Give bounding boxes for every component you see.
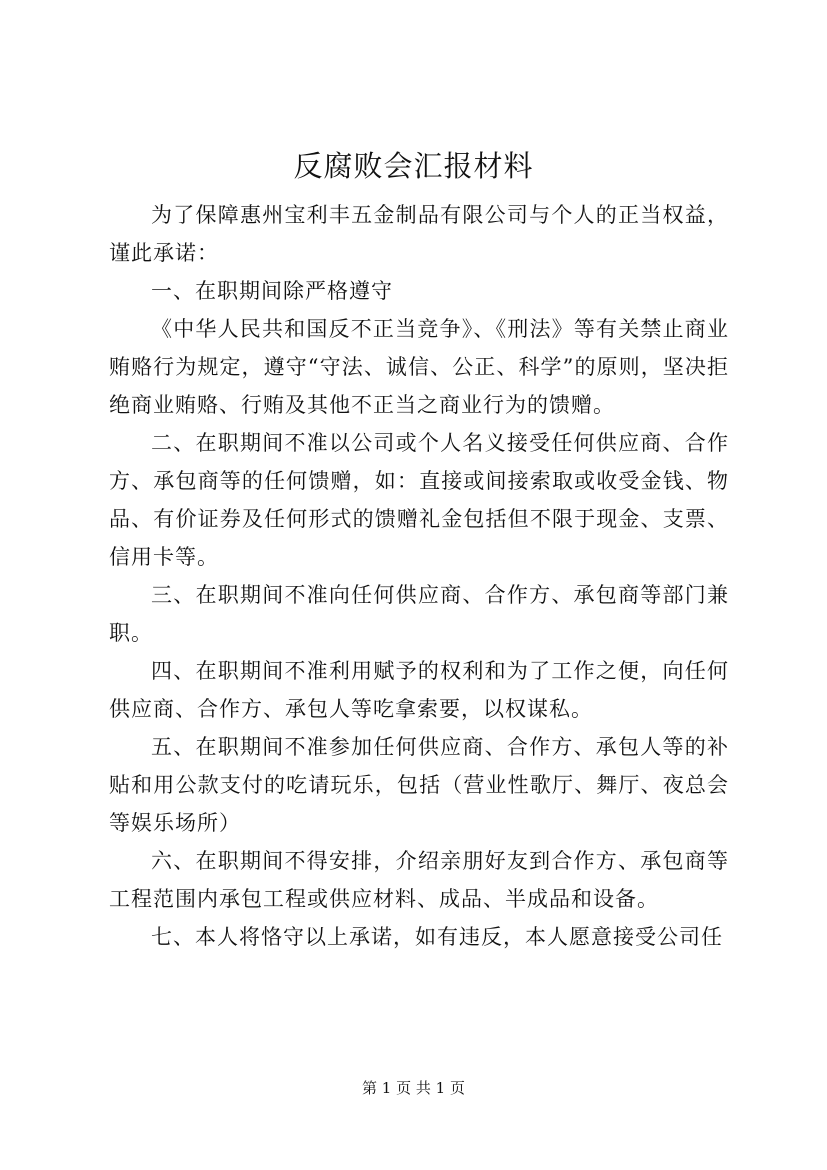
paragraph-item-1-detail: 《中华人民共和国反不正当竞争》、《刑法》等有关禁止商业贿赂行为规定，遵守“守法、诚信、公正、科学”的原则，坚决拒绝商业贿赂、行贿及其他不正当之商业行为的馈赠。 [109,317,729,417]
paragraph-intro: 为了保障惠州宝利丰五金制品有限公司与个人的正当权益，谨此承诺： [109,203,729,265]
paragraph-item-4: 四、在职期间不准利用赋予的权利和为了工作之便，向任何供应商、合作方、承包人等吃拿索要，以权谋私。 [109,659,729,721]
document-title: 反腐败会汇报材料 [293,149,534,183]
paragraph-item-5: 五、在职期间不准参加任何供应商、合作方、承包人等的补贴和用公款支付的吃请玩乐，包括（营业性歌厅、舞厅、夜总会等娱乐场所） [109,735,729,835]
page-footer: 第 1 页 共 1 页 [362,1079,465,1097]
paragraph-item-7: 七、本人将恪守以上承诺，如有违反，本人愿意接受公司任 [151,925,723,949]
paragraph-item-1: 一、在职期间除严格遵守 [151,279,393,303]
document-body [109,196,729,956]
paragraph-item-3: 三、在职期间不准向任何供应商、合作方、承包商等部门兼职。 [109,583,729,645]
paragraph-item-6: 六、在职期间不得安排，介绍亲朋好友到合作方、承包商等工程范围内承包工程或供应材料、成品、半成品和设备。 [109,849,729,911]
paragraph-item-2: 二、在职期间不准以公司或个人名义接受任何供应商、合作方、承包商等的任何馈赠，如：直接或间接索取或收受金钱、物品、有价证券及任何形式的馈赠礼金包括但不限于现金、支票、信用卡等。 [109,431,729,569]
